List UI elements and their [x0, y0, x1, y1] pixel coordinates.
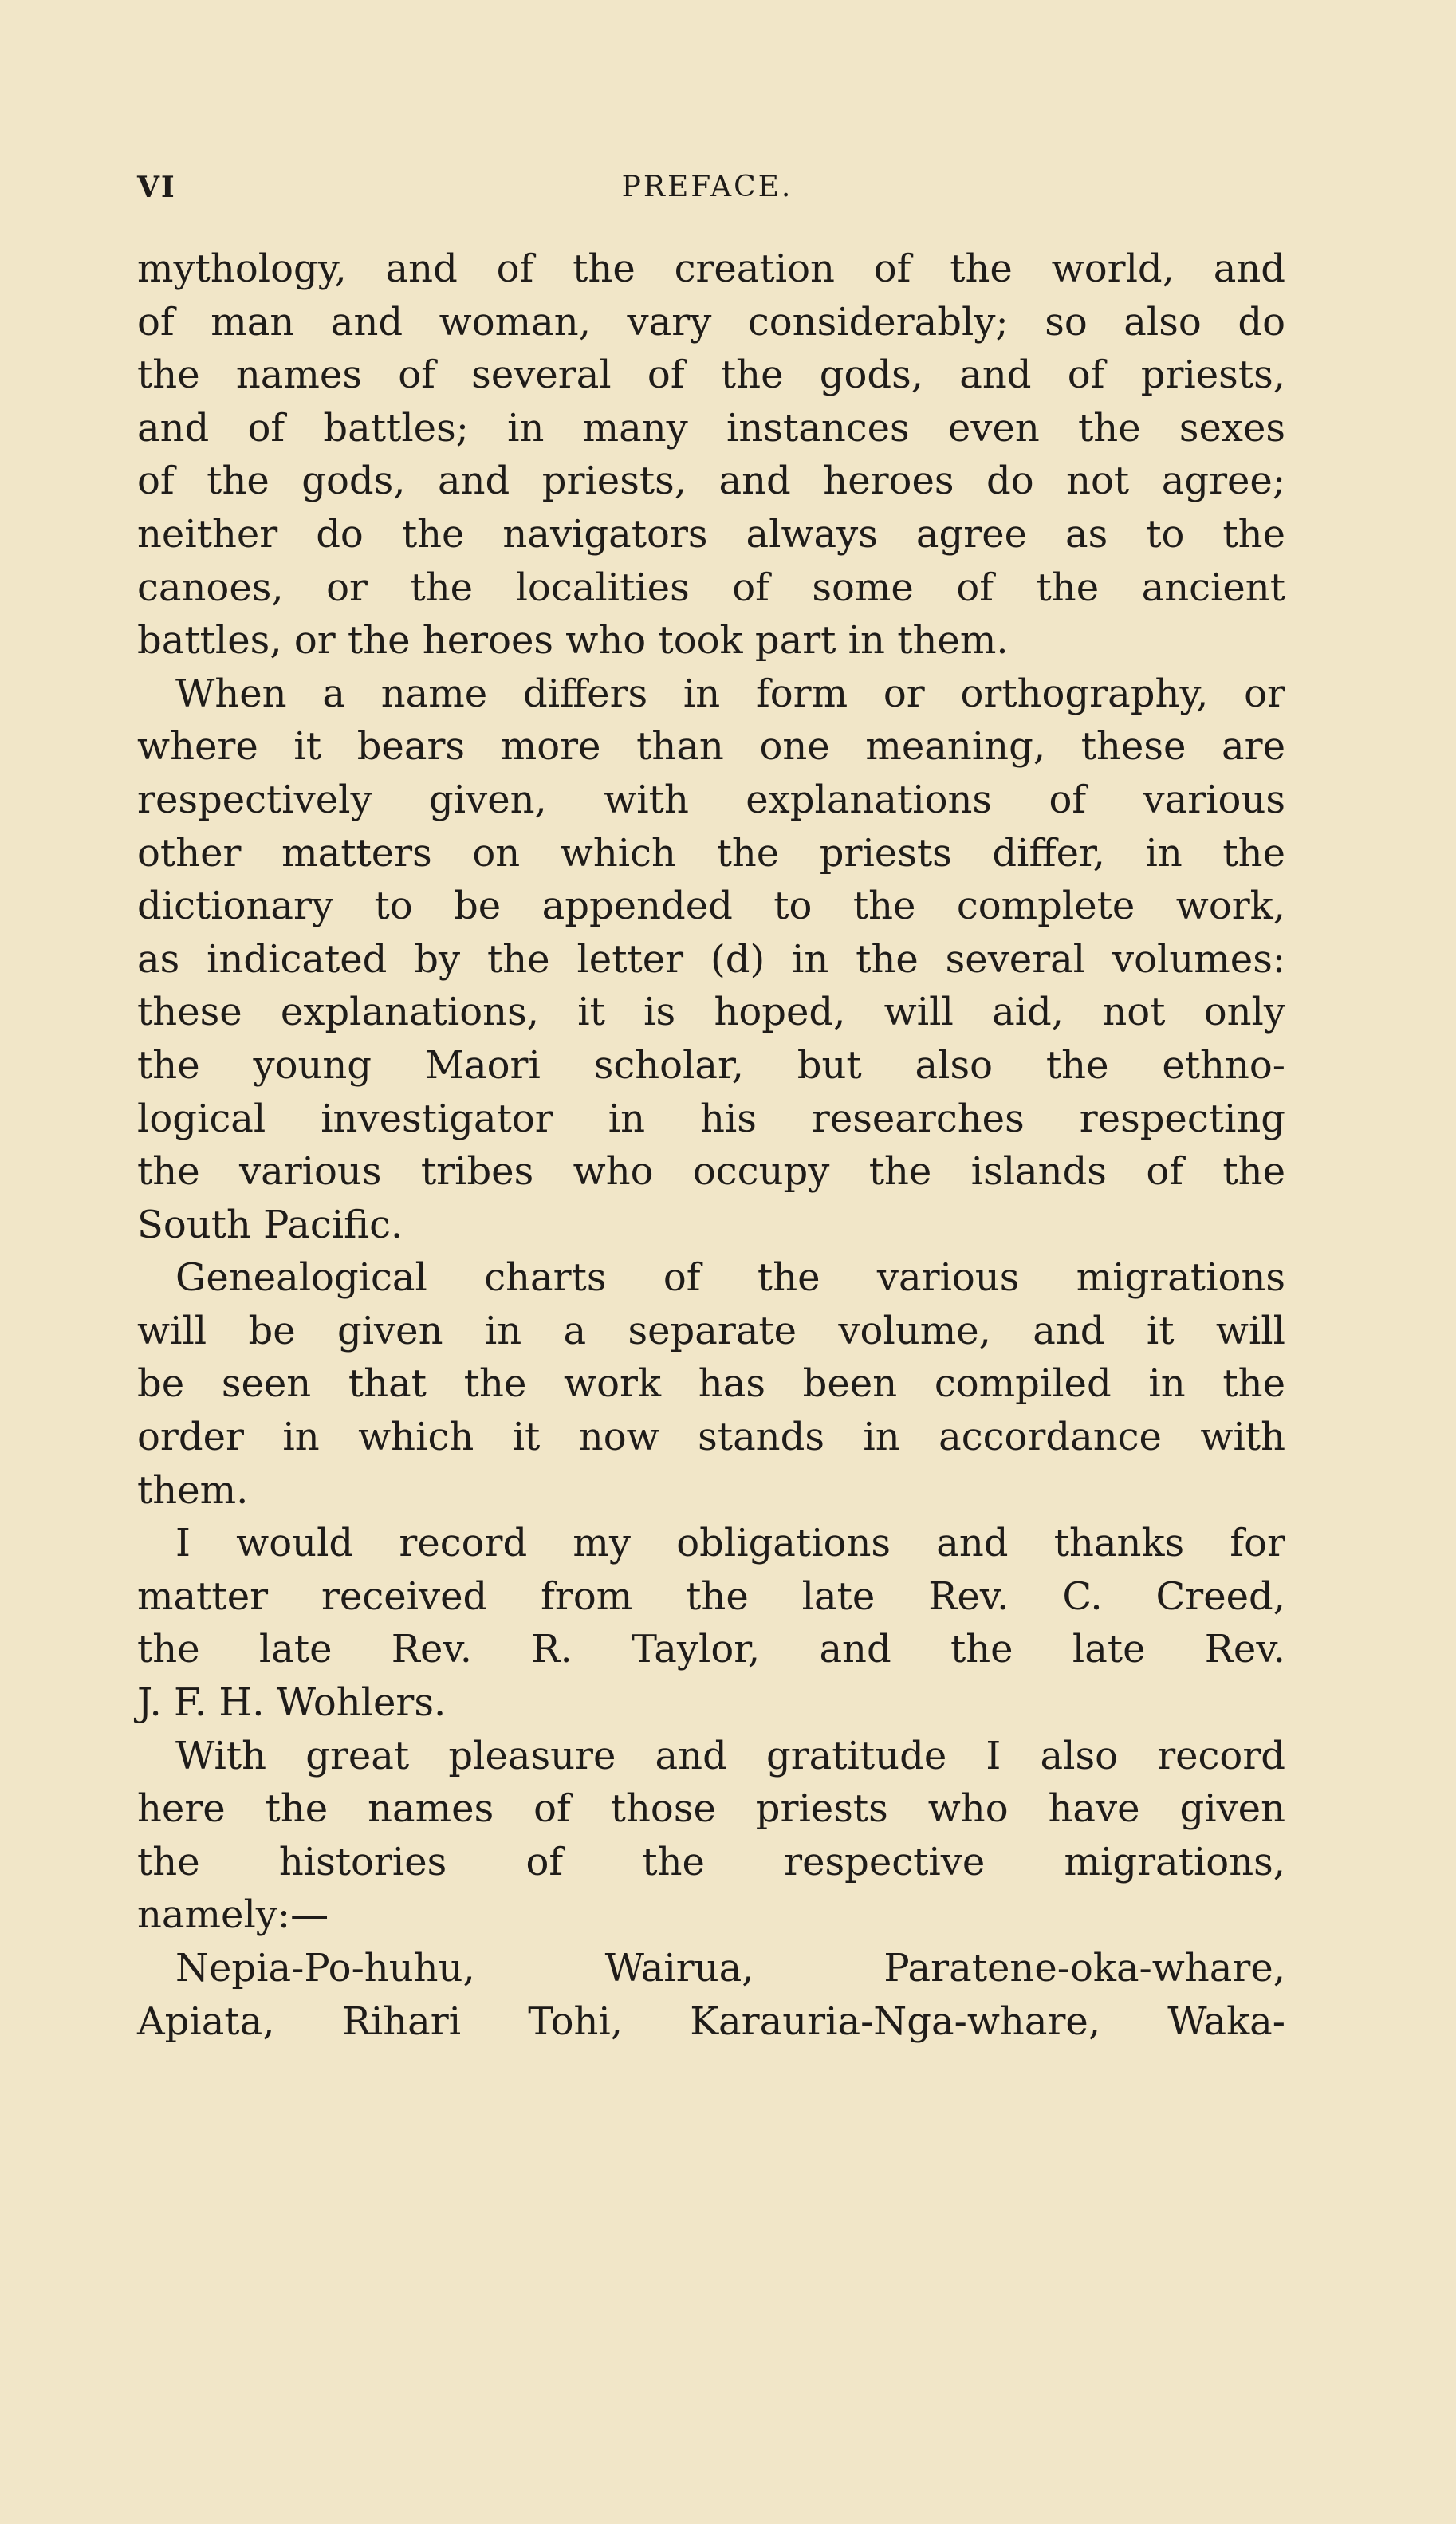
text-line: mythology, and of the creation of the world, and: [137, 246, 1285, 291]
paragraph-start-line: Nepia-Po-huhu, Wairua, Paratene-oka-whare,: [175, 1946, 1285, 1990]
paragraph-start-line: I would record my obligations and thanks for: [175, 1521, 1285, 1566]
text-line: here the names of those priests who have given: [137, 1786, 1285, 1832]
text-line: will be given in a separate volume, and it will: [137, 1308, 1285, 1353]
text-line: respectively given, with explanations of various: [137, 777, 1285, 822]
text-line: canoes, or the localities of some of the ancient: [137, 565, 1285, 610]
text-line: order in which it now stands in accordance with: [137, 1415, 1285, 1460]
text-line: namely:—: [137, 1892, 329, 1938]
text-line: other matters on which the priests differ, in the: [137, 830, 1285, 876]
text-line: be seen that the work has been compiled in the: [137, 1361, 1285, 1407]
page-header: [137, 171, 1277, 219]
text-line: J. F. H. Wohlers.: [137, 1680, 447, 1726]
text-line: the late Rev. R. Taylor, and the late Rev.: [137, 1627, 1285, 1672]
text-line: as indicated by the letter (d) in the several volumes:: [137, 936, 1285, 982]
text-line: dictionary to be appended to the complete work,: [137, 884, 1285, 929]
body-text: [137, 242, 1285, 2048]
text-line: logical investigator in his researches respecting: [137, 1096, 1285, 1141]
text-line: where it bears more than one meaning, these are: [137, 724, 1285, 770]
paragraph-start-line: When a name differs in form or orthography, or: [175, 671, 1285, 716]
running-title: PREFACE.: [621, 171, 793, 203]
text-line: and of battles; in many instances even the sexes: [137, 405, 1285, 451]
text-line: the various tribes who occupy the islands of the: [137, 1149, 1285, 1195]
text-line: of the gods, and priests, and heroes do not agree;: [137, 459, 1285, 504]
paragraph-start-line: Genealogical charts of the various migrations: [175, 1255, 1285, 1301]
text-line: Apiata, Rihari Tohi, Karauria-Nga-whare, Waka-: [137, 1998, 1285, 2044]
text-line: South Pacific.: [137, 1202, 403, 1247]
text-line: matter received from the late Rev. C. Creed,: [137, 1573, 1285, 1619]
text-line: neither do the navigators always agree as to the: [137, 511, 1285, 557]
text-line: battles, or the heroes who took part in them.: [137, 618, 1009, 663]
text-line: them.: [137, 1467, 249, 1513]
text-line: the young Maori scholar, but also the ethno-: [137, 1042, 1285, 1088]
text-line: the histories of the respective migrations,: [137, 1839, 1285, 1884]
text-line: the names of several of the gods, and of priests,: [137, 352, 1285, 398]
text-line: these explanations, it is hoped, will aid, not only: [137, 990, 1285, 1035]
page-number: VI: [137, 171, 176, 204]
text-line: of man and woman, vary considerably; so also do: [137, 299, 1285, 345]
paragraph-start-line: With great pleasure and gratitude I also record: [175, 1733, 1285, 1778]
